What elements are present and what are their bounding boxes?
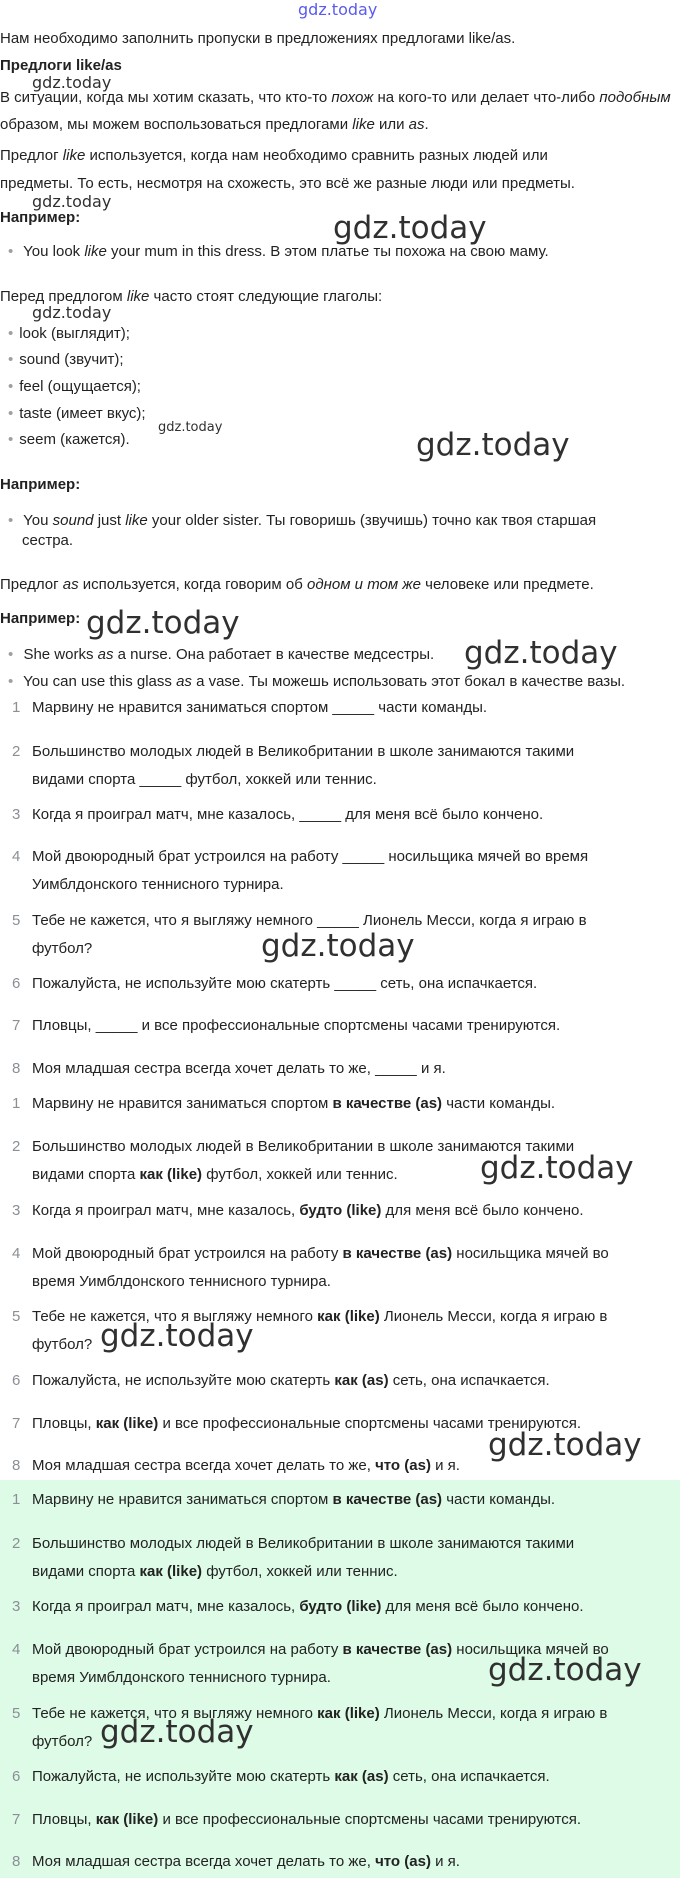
example-label: Например: — [0, 476, 81, 493]
task-item-cont: футбол? — [32, 940, 93, 957]
answer-item: 8 Моя младшая сестра всегда хочет делать то же, что (as) и я. — [12, 1853, 460, 1870]
answer-item: 2 Большинство молодых людей в Великобритании в школе занимаются такими — [12, 1138, 575, 1155]
answer-item: 2 Большинство молодых людей в Великобритании в школе занимаются такими — [12, 1535, 575, 1552]
example-label: Например: — [0, 610, 81, 627]
watermark: gdz.today — [261, 928, 415, 964]
answer-item: 6 Пожалуйста, не используйте мою скатерть как (as) сеть, она испачкается. — [12, 1768, 550, 1785]
watermark: gdz.today — [100, 1714, 254, 1750]
theory-paragraph-1: В ситуации, когда мы хотим сказать, что кто-то похож на кого-то или делает что-либо подобным образом, мы можем воспользоваться предлогами like или as. — [0, 89, 671, 133]
watermark: gdz.today — [480, 1150, 634, 1186]
answer-item: 7 Пловцы, как (like) и все профессиональные спортсмены часами тренируются. — [12, 1415, 582, 1432]
verb-item: • sound (звучит); — [8, 348, 673, 372]
watermark: gdz.today — [86, 605, 240, 641]
intro-text: Нам необходимо заполнить пропуски в предложениях предлогами like/as. — [0, 30, 516, 47]
answer-item: 3 Когда я проиграл матч, мне казалось, будто (like) для меня всё было кончено. — [12, 1202, 584, 1219]
answer-item: 6 Пожалуйста, не используйте мою скатерть как (as) сеть, она испачкается. — [12, 1372, 550, 1389]
theory-paragraph-2-cont: предметы. То есть, несмотря на схожесть, это всё же разные люди или предметы. — [0, 175, 575, 192]
watermark: gdz.today — [298, 0, 378, 19]
answer-item: 7 Пловцы, как (like) и все профессиональные спортсмены часами тренируются. — [12, 1811, 582, 1828]
answer-item: 1 Марвину не нравится заниматься спортом в качестве (as) части команды. — [12, 1095, 556, 1112]
task-item: 3 Когда я проиграл матч, мне казалось, _____ для меня всё было кончено. — [12, 806, 544, 823]
watermark: gdz.today — [464, 635, 618, 671]
answer-item-cont: видами спорта как (like) футбол, хоккей или теннис. — [32, 1563, 398, 1580]
task-item: 5 Тебе не кажется, что я выгляжу немного _____ Лионель Месси, когда я играю в — [12, 912, 587, 929]
watermark: gdz.today — [158, 420, 223, 435]
answer-item: 8 Моя младшая сестра всегда хочет делать то же, что (as) и я. — [12, 1457, 460, 1474]
theory-heading: Предлоги like/as — [0, 57, 122, 74]
answer-item-cont: футбол? — [32, 1733, 93, 1750]
watermark: gdz.today — [488, 1427, 642, 1463]
answer-item: 5 Тебе не кажется, что я выгляжу немного как (like) Лионель Месси, когда я играю в — [12, 1705, 608, 1722]
task-item: 1 Марвину не нравится заниматься спортом _____ части команды. — [12, 699, 488, 716]
watermark: gdz.today — [100, 1318, 254, 1354]
answer-item-cont: время Уимблдонского теннисного турнира. — [32, 1669, 331, 1686]
answer-item: 5 Тебе не кажется, что я выгляжу немного как (like) Лионель Месси, когда я играю в — [12, 1308, 608, 1325]
answer-item-cont: видами спорта как (like) футбол, хоккей или теннис. — [32, 1166, 398, 1183]
answer-item: 4 Мой двоюродный брат устроился на работу в качестве (as) носильщика мячей во — [12, 1641, 609, 1658]
task-item: 8 Моя младшая сестра всегда хочет делать то же, _____ и я. — [12, 1060, 446, 1077]
verb-item: • look (выглядит); — [8, 322, 673, 346]
verb-item: • feel (ощущается); — [8, 375, 673, 399]
example-2: • You sound just like your older sister. Ты говоришь (звучишь) точно как твоя старшая — [8, 509, 673, 533]
answer-item-cont: время Уимблдонского теннисного турнира. — [32, 1273, 331, 1290]
task-item: 7 Пловцы, _____ и все профессиональные спортсмены часами тренируются. — [12, 1017, 561, 1034]
as-intro: Предлог as используется, когда говорим об одном и том же человеке или предмете. — [0, 576, 594, 593]
verb-item: • taste (имеет вкус); — [8, 402, 673, 426]
example-4: • You can use this glass as a vase. Ты можешь использовать этот бокал в качестве вазы. — [8, 670, 673, 694]
task-item: 4 Мой двоюродный брат устроился на работу _____ носильщика мячей во время — [12, 848, 589, 865]
answer-item: 3 Когда я проиграл матч, мне казалось, будто (like) для меня всё было кончено. — [12, 1598, 584, 1615]
verb-item: • seem (кажется). — [8, 428, 673, 452]
task-item-cont: видами спорта _____ футбол, хоккей или теннис. — [32, 771, 377, 788]
watermark: gdz.today — [488, 1652, 642, 1688]
answer-item: 4 Мой двоюродный брат устроился на работу в качестве (as) носильщика мячей во — [12, 1245, 609, 1262]
answer-item-cont: футбол? — [32, 1336, 93, 1353]
task-item-cont: Уимблдонского теннисного турнира. — [32, 876, 284, 893]
example-2-cont: сестра. — [22, 532, 74, 549]
example-3: • She works as a nurse. Она работает в качестве медсестры. — [8, 643, 673, 667]
watermark: gdz.today — [333, 210, 487, 246]
watermark: gdz.today — [32, 192, 112, 211]
answer-item: 1 Марвину не нравится заниматься спортом в качестве (as) части команды. — [12, 1491, 556, 1508]
example-1: • You look like your mum in this dress. В этом платье ты похожа на свою маму. — [8, 240, 673, 264]
theory-paragraph-2: Предлог like используется, когда нам необходимо сравнить разных людей или — [0, 147, 548, 164]
watermark: gdz.today — [416, 427, 570, 463]
example-label: Например: — [0, 209, 81, 226]
task-item: 6 Пожалуйста, не используйте мою скатерть _____ сеть, она испачкается. — [12, 975, 538, 992]
verbs-intro: Перед предлогом like часто стоят следующие глаголы: — [0, 288, 383, 305]
watermark: gdz.today — [32, 303, 112, 322]
watermark: gdz.today — [32, 73, 112, 92]
task-item: 2 Большинство молодых людей в Великобритании в школе занимаются такими — [12, 743, 575, 760]
